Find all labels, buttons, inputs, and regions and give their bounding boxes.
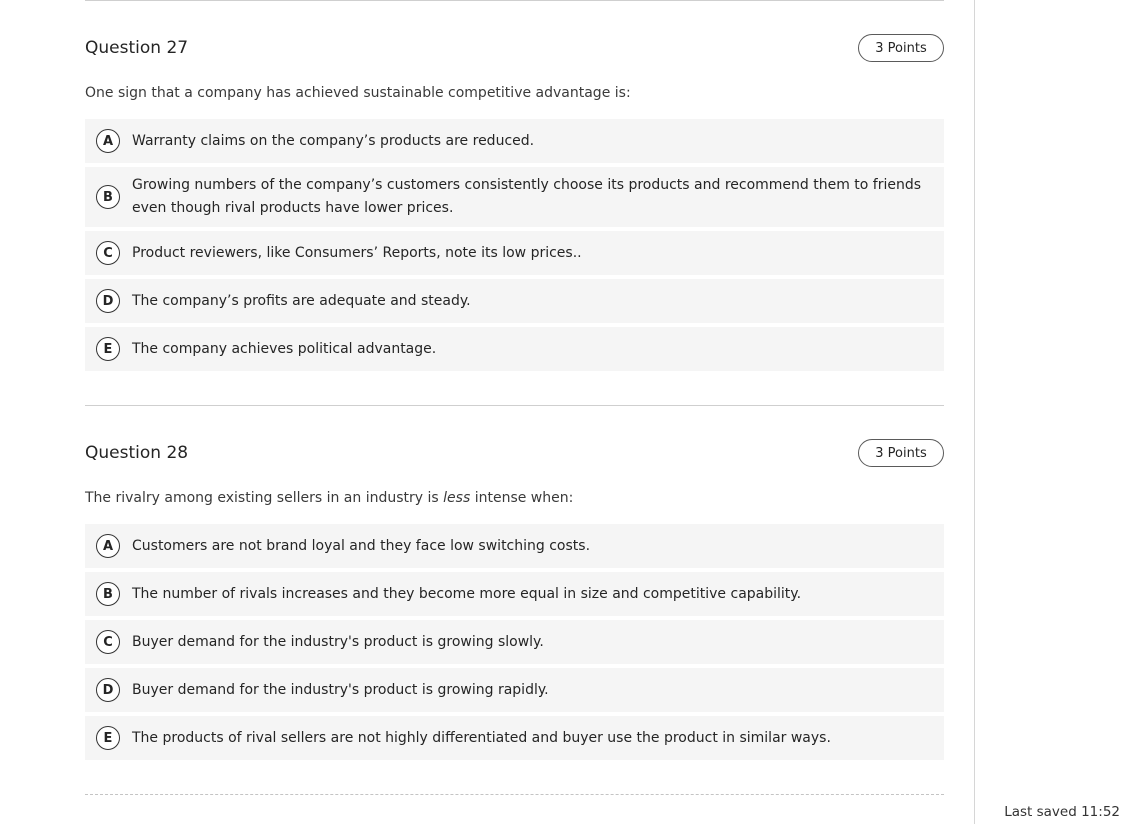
answer-option-d[interactable] [85, 279, 944, 323]
question-27 [85, 32, 944, 371]
answer-option-a[interactable] [85, 119, 944, 163]
answer-option-c[interactable] [85, 620, 944, 664]
option-letter-badge: C [96, 630, 120, 654]
prompt-emphasis: less [443, 490, 471, 506]
option-letter-badge: D [96, 678, 120, 702]
answer-option-e[interactable] [85, 327, 944, 371]
option-letter-badge: C [96, 241, 120, 265]
option-letter-badge: B [96, 582, 120, 606]
points-badge: 3 Points [858, 439, 944, 467]
prompt-text: One sign that a company has achieved sustainable competitive advantage is: [85, 85, 631, 101]
question-prompt [85, 83, 944, 103]
divider-dashed [85, 794, 944, 795]
prompt-text-end: intense when: [470, 490, 574, 506]
panel-divider [974, 0, 975, 824]
question-title: Question 27 [85, 38, 189, 58]
answer-options [85, 119, 944, 371]
questions-column [85, 0, 944, 795]
option-text: Buyer demand for the industry's product is growing slowly. [132, 633, 544, 650]
answer-options [85, 524, 944, 760]
option-letter-badge: E [96, 726, 120, 750]
divider [85, 405, 944, 406]
option-text: The company’s profits are adequate and steady. [132, 292, 471, 309]
option-text: The products of rival sellers are not highly differentiated and buyer use the product in similar ways. [132, 729, 831, 746]
option-letter-badge: E [96, 337, 120, 361]
answer-option-b[interactable] [85, 167, 944, 227]
last-saved-status: Last saved 11:52 [1004, 804, 1120, 820]
option-text: Product reviewers, like Consumers’ Reports, note its low prices.. [132, 244, 582, 261]
option-letter-badge: A [96, 534, 120, 558]
answer-option-d[interactable] [85, 668, 944, 712]
answer-option-a[interactable] [85, 524, 944, 568]
answer-option-e[interactable] [85, 716, 944, 760]
question-header [85, 32, 944, 64]
question-title: Question 28 [85, 443, 189, 463]
question-28 [85, 437, 944, 760]
option-text: Buyer demand for the industry's product is growing rapidly. [132, 681, 549, 698]
option-text: The company achieves political advantage. [132, 340, 437, 357]
option-text: Warranty claims on the company’s products are reduced. [132, 132, 535, 149]
answer-option-c[interactable] [85, 231, 944, 275]
points-badge: 3 Points [858, 34, 944, 62]
prompt-text: The rivalry among existing sellers in an industry is [85, 490, 444, 506]
question-header [85, 437, 944, 469]
divider [85, 0, 944, 1]
option-text: The number of rivals increases and they become more equal in size and competitive capability. [132, 585, 802, 602]
answer-option-b[interactable] [85, 572, 944, 616]
option-text: Growing numbers of the company’s customers consistently choose its products and recommend them to friends even though rival products have lower prices. [132, 177, 922, 216]
option-letter-badge: B [96, 185, 120, 209]
option-letter-badge: D [96, 289, 120, 313]
option-letter-badge: A [96, 129, 120, 153]
option-text: Customers are not brand loyal and they face low switching costs. [132, 537, 591, 554]
question-prompt [85, 488, 944, 508]
